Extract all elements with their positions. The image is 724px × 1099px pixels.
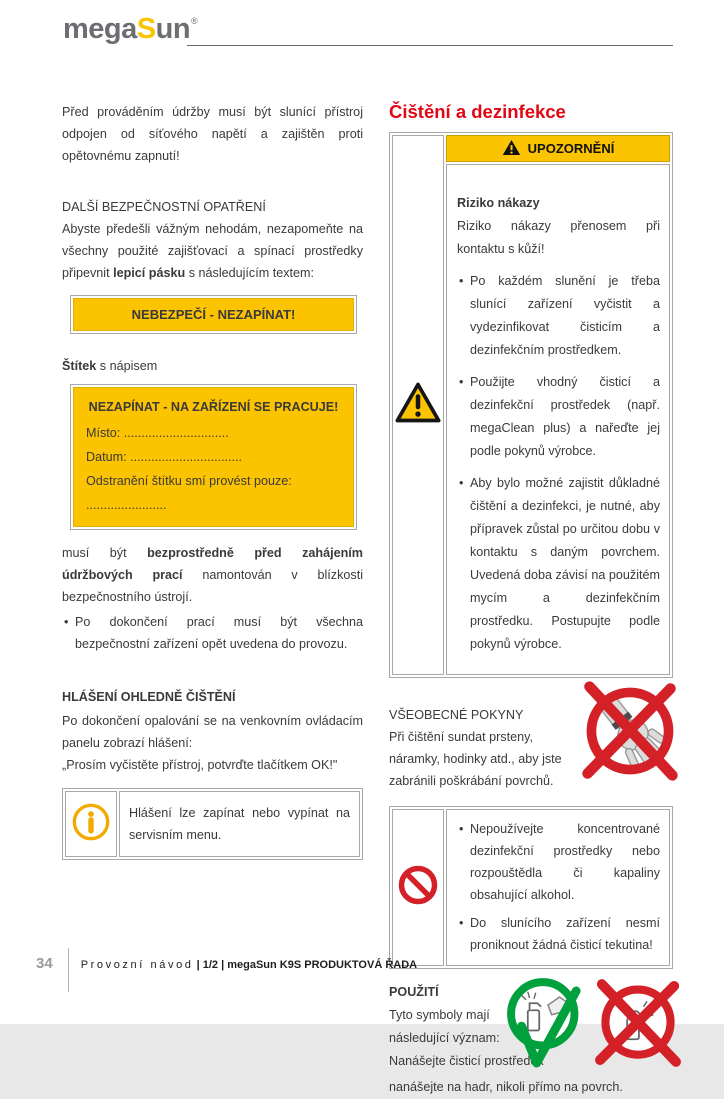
sticker-removal-line: Odstranění štítku smí provést pouze: [86,474,292,488]
warning-right-stack [446,135,670,675]
warning-header-label: UPOZORNĚNÍ [527,141,615,156]
page-number: 34 [36,955,53,972]
sticker-lead-rest: s nápisem [96,359,158,373]
prohibition-body [446,809,670,966]
info-icon [71,802,111,847]
general-instructions-section [389,704,673,792]
usage-line-4: nanášejte na hadr, nikoli přímo na povrch. [389,1080,623,1094]
megasun-logo [63,13,196,46]
cleaning-report-quote: „Prosím vyčistěte přístroj, potvrďte tlačítkem OK!" [62,758,338,772]
warning-header [446,135,670,162]
safety-tape-text-pre: Abyste předešli vážným nehodám, nezapomeňte na všechny použité zajišťovací a spínací prostředky připevnit [62,222,363,280]
sticker-lead-bold: Štítek [62,359,97,373]
usage-heading: POUŽITÍ [389,985,439,999]
sticker-lead [62,355,363,377]
info-note-text: Hlášení lze zapínat nebo vypínat na servisním menu. [119,791,360,857]
mount-paragraph [62,542,363,608]
infection-risk-subtitle: Riziko nákazy [457,196,540,210]
sticker-title: NEZAPÍNAT - NA ZAŘÍZENÍ SE PRACUJE! [88,400,339,414]
sticker-place-line: Místo: .............................. [86,426,229,440]
no-jewelry-icon [577,676,683,791]
footer-product-name: megaSun K9S PRODUKTOVÁ ŘADA [227,959,418,971]
safety-tape-text-bold: lepicí pásku [113,266,186,280]
right-column [389,101,673,1099]
mount-text-bold: bezprostředně před zahájením údržbových prací [62,546,364,582]
safety-tape-paragraph [62,218,363,284]
sticker-box [70,384,357,530]
warning-box [389,132,673,678]
danger-label-text: NEBEZPEČÍ - NEZAPÍNAT! [73,298,354,331]
general-instructions-text: Při čištění sundat prsteny, náramky, hodinky atd., aby jste zabránili poškrábání povrchů. [389,730,562,788]
sticker-date-line: Datum: ................................ [86,450,243,464]
footer-text [81,948,417,971]
page-footer [36,948,417,992]
info-icon-cell [65,791,117,857]
cleaning-report-paragraph: Po dokončení opalování se na venkovním ovládacím panelu zobrazí hlášení: [62,714,363,750]
warning-bullet-3: • Aby bylo možné zajistit důkladné čištění a dezinfekci, je nutné, aby přípravek zůstal po určitou dobu v kontaktu s daným povrchem. Uvedená doba závisí na použitém mycím a dezinfekčním prostředku. Postupujte podle pokynů výrobce. [457,472,660,656]
warning-body [446,164,670,675]
footer-separator: | 1/2 | [196,959,225,971]
info-note-box [62,788,363,860]
general-instructions-heading: VŠEOBECNÉ POKYNY [389,708,524,722]
prohibition-bullet-2: • Do slunícího zařízení nesmí proniknout žádná čisticí tekutina! [457,912,660,956]
registered-mark: ® [191,16,198,26]
usage-line-2: následující význam: [389,1031,500,1045]
no-direct-spray-icon [591,975,685,1076]
no-sign-icon [396,863,440,912]
warning-icon-cell [392,135,444,675]
prohibition-box [389,806,673,969]
logo-text-s: S [136,13,156,45]
danger-label-box [70,295,357,334]
prohibition-bullet-1: • Nepoužívejte koncentrované dezinfekční prostředky nebo rozpouštědla či kapaliny obsahující alkohol. [457,818,660,906]
footer-doc-title: Provozní návod [80,959,194,971]
alert-triangle-icon [502,139,521,159]
sticker-content [73,387,354,527]
usage-line-3: Nanášejte čisticí prostředek [389,1054,544,1068]
usage-line-1: Tyto symboly mají [389,1008,490,1022]
infection-risk-intro: Riziko nákazy přenosem při kontaktu s kůží! [457,219,660,256]
sticker-signature-line: ....................... [86,498,167,512]
usage-section [389,981,673,1099]
safety-restore-bullet: • Po dokončení prací musí být všechna bezpečnostní zařízení opět uvedena do provozu. [62,611,363,655]
footer-divider [68,948,69,992]
cleaning-report-heading: HLÁŠENÍ OHLEDNĚ ČIŠTĚNÍ [62,690,236,704]
spray-on-cloth-allowed-icon [497,975,585,1084]
no-sign-icon-cell [392,809,444,966]
warning-bullet-2: • Použijte vhodný čisticí a dezinfekční prostředek (např. megaClean plus) a nařeďte jej podle pokynů výrobce. [457,371,660,463]
left-column [62,101,363,860]
maintenance-intro-paragraph: Před prováděním údržby musí být slunící přístroj odpojen od síťového napětí a zajištěn proti opětovnému zapnutí! [62,105,363,163]
warning-triangle-icon [394,380,442,430]
logo-text-mega: mega [63,13,137,45]
warning-bullet-1: • Po každém slunění je třeba slunící zařízení vyčistit a vydezinfikovat čisticím a dezinfekčním prostředkem. [457,270,660,362]
header-rule [187,45,673,46]
logo-text-un: un [155,13,191,45]
additional-safety-heading: DALŠÍ BEZPEČNOSTNÍ OPATŘENÍ [62,200,266,214]
safety-tape-text-post: s následujícím textem: [185,266,315,280]
cleaning-section-title: Čištění a dezinfekce [389,101,566,122]
mount-text-pre: musí být [62,546,148,560]
mount-text-post: namontován v blízkosti bezpečnostního ústrojí. [62,568,363,604]
